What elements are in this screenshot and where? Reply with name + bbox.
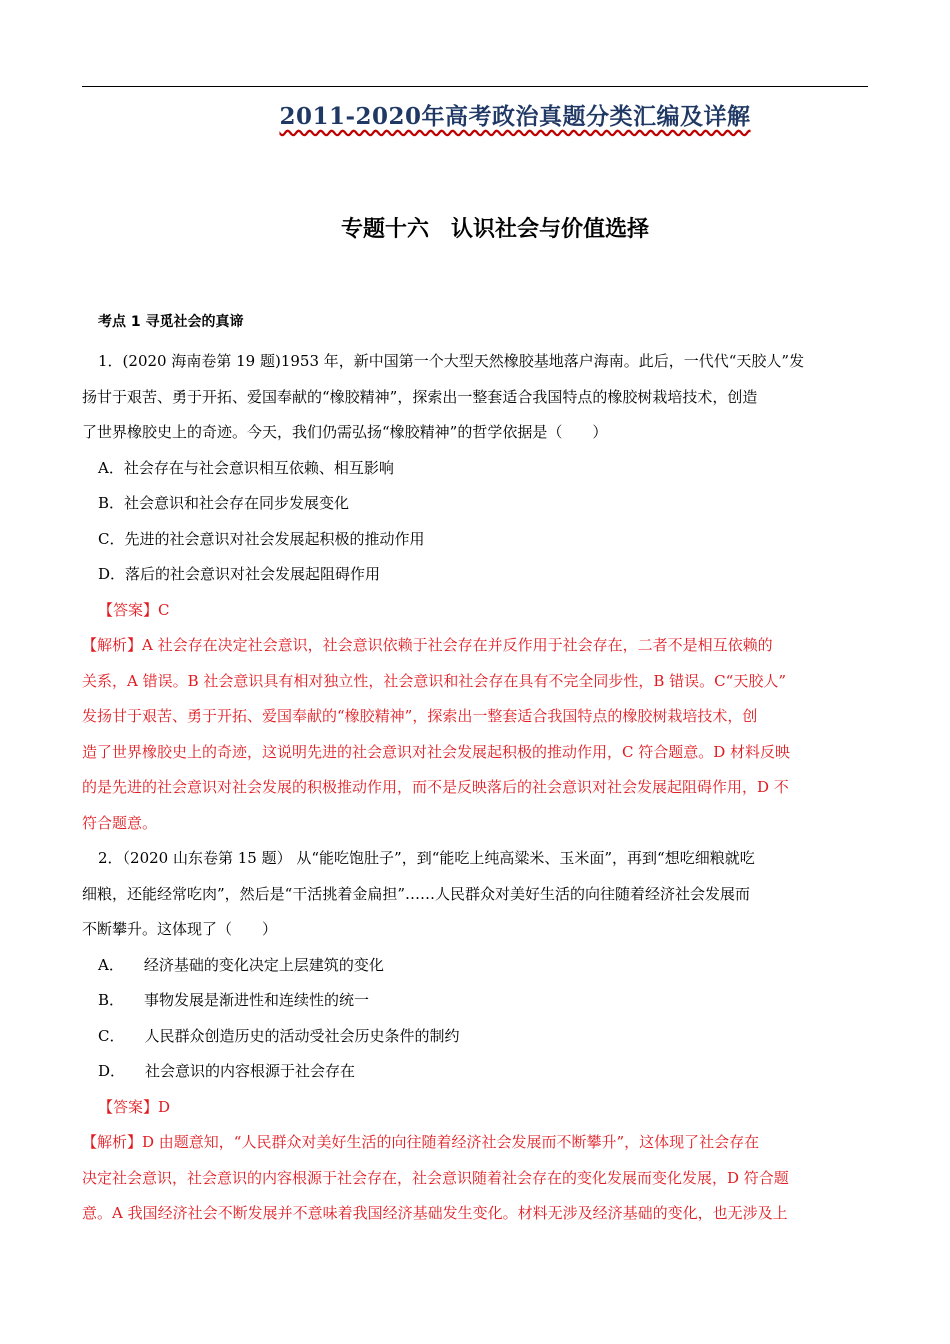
question-1-option-b: B．社会意识和社会存在同步发展变化 <box>98 494 350 512</box>
question-2-analysis-line: 意。A 我国经济社会不断发展并不意味着我国经济基础发生变化。材料无涉及经济基础的变化，也无涉及上 <box>82 1204 788 1222</box>
question-1-analysis-line: 关系，A 错误。B 社会意识具有相对独立性，社会意识和社会存在具有不完全同步性，B 错误。C“天胶人” <box>82 671 787 690</box>
header-rule <box>82 86 868 87</box>
question-1-analysis-line: 发扬甘于艰苦、勇于开拓、爱国奉献的“橡胶精神”，探索出一整套适合我国特点的橡胶树栽培技术，创 <box>82 707 758 725</box>
question-1-stem-line: 1．(2020 海南卷第 19 题)1953 年，新中国第一个大型天然橡胶基地落户海南。此后，一代代“天胶人”发 <box>98 352 805 370</box>
question-1-analysis-line: 造了世界橡胶史上的奇迹，这说明先进的社会意识对社会发展起积极的推动作用，C 符合题意。D 材料反映 <box>82 742 791 761</box>
question-1-option-c: C．先进的社会意识对社会发展起积极的推动作用 <box>98 529 425 548</box>
topic-title-prefix: 专题十六 <box>340 217 429 242</box>
topic-title <box>82 212 868 243</box>
question-1-option-d: D．落后的社会意识对社会发展起阻碍作用 <box>98 565 381 583</box>
question-2-option-d: D． 社会意识的内容根源于社会存在 <box>98 1062 356 1080</box>
question-1-analysis-line: 符合题意。 <box>82 813 158 832</box>
question-2-stem-line: 不断攀升。这体现了（ ） <box>82 920 278 938</box>
question-2-option-a: A． 经济基础的变化决定上层建筑的变化 <box>98 955 384 974</box>
question-2-stem-line: 细粮，还能经常吃肉”，然后是“干活挑着金扁担”……人民群众对美好生活的向往随着经济社会发展而 <box>82 884 751 903</box>
question-2-option-c: C． 人民群众创造历史的活动受社会历史条件的制约 <box>98 1026 460 1045</box>
question-1 <box>82 344 868 841</box>
question-2-option-b: B． 事物发展是渐进性和连续性的统一 <box>98 991 370 1009</box>
question-1-stem-line: 了世界橡胶史上的奇迹。今天，我们仍需弘扬“橡胶精神”的哲学依据是（ ） <box>82 423 608 441</box>
question-1-option-a: A．社会存在与社会意识相互依赖、相互影响 <box>98 458 394 477</box>
topic-title-main: 认识社会与价值选择 <box>451 217 650 242</box>
question-2-stem-line: 2．（2020 山东卷第 15 题） 从“能吃饱肚子”，到“能吃上纯高粱米、玉米面”，再到“想吃细粮就吃 <box>98 849 755 867</box>
question-1-answer: 【答案】C <box>98 600 170 619</box>
document-title-text: 2011-2020年高考政治真题分类汇编及详解 <box>279 103 751 130</box>
question-1-analysis-line: 的是先进的社会意识对社会发展的积极推动作用，而不是反映落后的社会意识对社会发展起阻碍作用，D 不 <box>82 778 789 796</box>
question-2-answer: 【答案】D <box>98 1097 171 1116</box>
question-2-analysis-line: 【解析】D 由题意知，“人民群众对美好生活的向往随着经济社会发展而不断攀升”，这体现了社会存在 <box>82 1133 760 1151</box>
document-title <box>82 98 868 131</box>
question-1-stem-line: 扬甘于艰苦、勇于开拓、爱国奉献的“橡胶精神”，探索出一整套适合我国特点的橡胶树栽培技术，创造 <box>82 387 758 406</box>
section-heading: 考点 1 寻觅社会的真谛 <box>98 314 244 330</box>
question-2-analysis-line: 决定社会意识，社会意识的内容根源于社会存在，社会意识随着社会存在的变化发展而变化发展，D 符合题 <box>82 1168 789 1187</box>
document-body <box>82 310 868 1232</box>
question-2 <box>82 841 868 1232</box>
question-1-analysis-line: 【解析】A 社会存在决定社会意识，社会意识依赖于社会存在并反作用于社会存在，二者不是相互依赖的 <box>82 636 773 654</box>
